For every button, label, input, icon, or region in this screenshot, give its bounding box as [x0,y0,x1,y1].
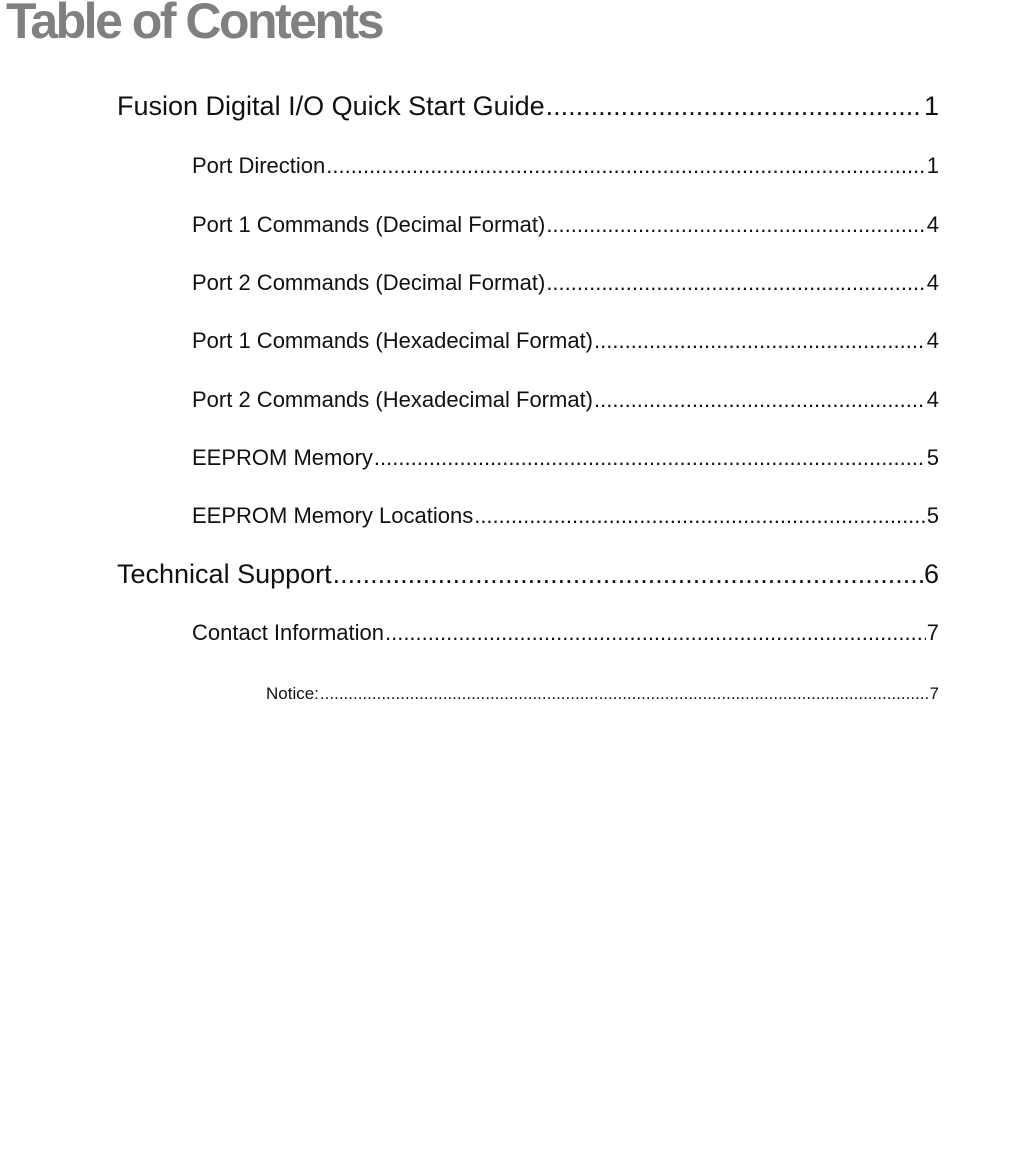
dot-leader [320,682,929,706]
toc-entry-page-number[interactable]: 4 [926,387,939,412]
toc-entry-label[interactable]: Port 2 Commands (Decimal Format) [192,270,546,295]
dot-leader [546,88,923,124]
dot-leader [326,151,925,181]
dot-leader [333,556,923,592]
toc-entry-label[interactable]: Fusion Digital I/O Quick Start Guide [117,91,545,121]
toc-entry-page-number[interactable]: 4 [926,212,939,237]
toc-entry-port-1-commands-decimal[interactable] [192,210,939,240]
toc-entry-eeprom-memory-locations[interactable] [192,501,939,531]
toc-entry-page-number[interactable]: 4 [926,270,939,295]
dot-leader [594,326,926,356]
toc-entry-port-direction[interactable] [192,151,939,181]
toc-entry-technical-support[interactable] [117,556,939,592]
toc-entry-label[interactable]: Port 1 Commands (Decimal Format) [192,212,546,237]
toc-entry-label[interactable]: Port 1 Commands (Hexadecimal Format) [192,328,594,353]
toc-entry-label[interactable]: Port Direction [192,153,326,178]
toc-entry-eeprom-memory[interactable] [192,443,939,473]
toc-entry-page-number[interactable]: 4 [926,328,939,353]
dot-leader [474,501,926,531]
toc-entry-page-number[interactable]: 7 [926,620,939,645]
toc-entry-page-number[interactable]: 5 [926,445,939,470]
toc-entry-label[interactable]: EEPROM Memory [192,445,373,470]
toc-entry-page-number[interactable]: 6 [923,559,939,589]
toc-entry-label[interactable]: Contact Information [192,620,384,645]
toc-entry-label[interactable]: Notice: [266,684,319,703]
toc-entry-contact-information[interactable] [192,618,939,648]
toc-entry-port-2-commands-hexadecimal[interactable] [192,385,939,415]
page-title: Table of Contents [6,0,383,49]
dot-leader [546,268,925,298]
toc-entry-page-number[interactable]: 7 [929,684,939,703]
toc-entry-label[interactable]: Technical Support [117,559,332,589]
toc-entry-notice[interactable] [266,682,939,706]
toc-entry-page-number[interactable]: 1 [923,91,939,121]
toc-entry-label[interactable]: Port 2 Commands (Hexadecimal Format) [192,387,594,412]
toc-entry-fusion-digital-io-quick-start-guide[interactable] [117,88,939,124]
dot-leader [546,210,925,240]
dot-leader [374,443,926,473]
toc-entry-page-number[interactable]: 5 [926,503,939,528]
toc-entry-port-2-commands-decimal[interactable] [192,268,939,298]
toc-entry-port-1-commands-hexadecimal[interactable] [192,326,939,356]
dot-leader [385,618,926,648]
toc-entry-page-number[interactable]: 1 [926,153,939,178]
toc-entry-label[interactable]: EEPROM Memory Locations [192,503,474,528]
dot-leader [594,385,926,415]
